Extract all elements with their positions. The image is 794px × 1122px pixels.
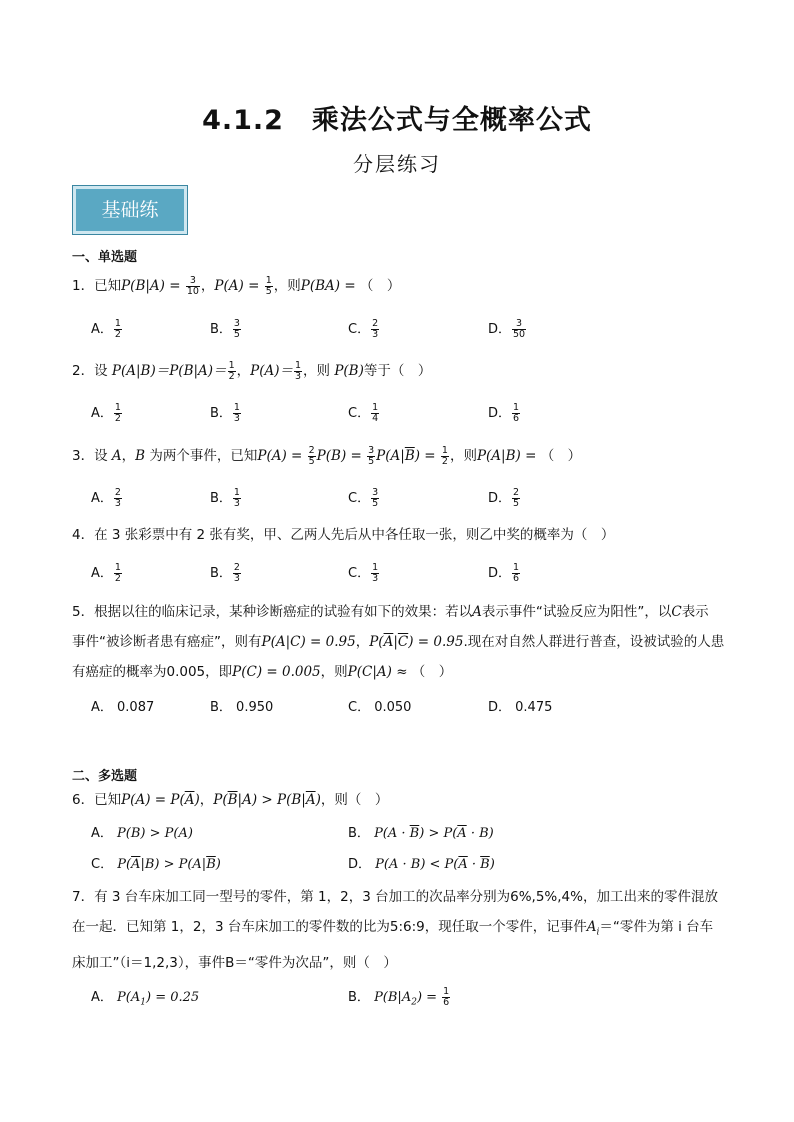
question-4: 4．在 3 张彩票中有 2 张有奖，甲、乙两人先后从中各任取一张，则乙中奖的概率为（ ） xyxy=(72,527,615,543)
option-c: C． $P(\overline{A}|B) > P(A|\overline{B})$ xyxy=(91,857,221,872)
option-a: A． $\frac{2}{3}$ xyxy=(91,487,121,509)
option-d: D． $\frac{1}{6}$ xyxy=(488,402,520,424)
question-number: 2． xyxy=(72,363,95,379)
option-c: C． $\frac{2}{3}$ xyxy=(348,318,379,340)
section-single-choice: 一、单选题 xyxy=(72,250,138,265)
fraction: $\frac{3}{5}$ xyxy=(368,444,375,467)
question-7: 7．有 3 台车床加工同一型号的零件，第 1，2，3 台加工的次品率分别为6%,5%,4%，加工出来的零件混放 在一起．已知第 1，2，3 台车床加工的零件数的比为5:6:9，现任取一个零件，记事件$A_i=“$零件为第 i 台车 床加工”（i＝1,2,3），事件B＝“零件为次品”，则（ ） xyxy=(72,889,718,971)
question-7-options xyxy=(91,986,731,1008)
fraction: $\frac{1}{3}$ xyxy=(294,359,302,382)
option-d: D． $\frac{2}{5}$ xyxy=(488,487,520,509)
question-6: 6．已知$P(A) = P(\overline{A})$，$P(\overline{B}|A) > P(B|\overline{A})$，则（ ） xyxy=(72,792,389,808)
question-number: 4． xyxy=(72,527,95,543)
option-c: C． $\frac{3}{5}$ xyxy=(348,487,379,509)
question-1-options xyxy=(91,318,731,340)
option-a: A． P(B) > P(A) xyxy=(91,826,193,841)
question-number: 3． xyxy=(72,448,95,464)
option-b: B． $\frac{2}{3}$ xyxy=(210,562,240,584)
question-5-options xyxy=(91,696,731,718)
section-multiple-choice: 二、多选题 xyxy=(72,769,138,784)
question-number: 5． xyxy=(72,604,95,620)
option-a: A． $\frac{1}{2}$ xyxy=(91,562,121,584)
level-badge: 基础练 xyxy=(72,185,188,235)
option-b: B． $P(B|A_2)$ = $\frac{1}{6}$ xyxy=(348,986,450,1008)
fraction: $\frac{1}{5}$ xyxy=(265,274,272,297)
question-3-options xyxy=(91,487,731,509)
option-d: D． $\frac{1}{6}$ xyxy=(488,562,520,584)
option-c: C． 0.050 xyxy=(348,700,412,715)
option-d: D． $P(A \cdot B) < P(\overline{A} \cdot \overline{B})$ xyxy=(348,857,495,872)
option-a: A． $P(A_1) = 0.25$ xyxy=(91,990,200,1008)
option-a: A． $\frac{1}{2}$ xyxy=(91,402,121,424)
option-b: B． $\frac{3}{5}$ xyxy=(210,318,240,340)
option-a: A． 0.087 xyxy=(91,700,155,715)
option-c: C． $\frac{1}{3}$ xyxy=(348,562,379,584)
question-1: 1．已知P(B|A) = $\frac{3}{10}$ ，P(A) = $\frac{1}{5}$ ，则P(BA) = （ ） xyxy=(72,274,401,297)
fraction: $\frac{2}{5}$ xyxy=(308,444,315,467)
option-b: B． $\frac{1}{3}$ xyxy=(210,402,240,424)
option-b: B． $P(A \cdot \overline{B}) > P(\overline{A} \cdot B)$ xyxy=(348,826,494,841)
option-c: C． $\frac{1}{4}$ xyxy=(348,402,379,424)
fraction: $\frac{1}{2}$ xyxy=(228,359,235,382)
question-number: 1． xyxy=(72,278,95,294)
option-d: D． $\frac{3}{50}$ xyxy=(488,318,526,340)
question-6-options-row-1 xyxy=(91,822,731,844)
fraction: $\frac{3}{10}$ xyxy=(186,274,199,297)
page-subtitle: 分层练习 xyxy=(353,152,441,176)
question-5: 5．根据以往的临床记录，某种诊断癌症的试验有如下的效果：若以A表示事件“试验反应为阳性”，以C表示 事件“被诊断者患有癌症”，则有P(A|C) = 0.95，$P(\overline{A}|\overline{C}) = 0.95$.现在对自然人群进行普查，设被试验的人患 有癌症的概率为0.005，即P(C) = 0.005，则P(C|A) ≈ （ ） xyxy=(72,604,725,680)
option-d: D． 0.475 xyxy=(488,700,553,715)
question-2-options xyxy=(91,402,731,424)
fraction: $\frac{1}{2}$ xyxy=(441,444,448,467)
question-2: 2．设 P(A|B)＝P(B|A)＝ $\frac{1}{2}$ ，P(A)＝ $\frac{1}{3}$ ，则 P(B)等于（ ） xyxy=(72,359,432,382)
question-4-options xyxy=(91,562,731,584)
question-6-options-row-2 xyxy=(91,853,731,875)
question-number: 6． xyxy=(72,792,95,808)
option-a: A． $\frac{1}{2}$ xyxy=(91,318,121,340)
option-b: B． $\frac{1}{3}$ xyxy=(210,487,240,509)
question-number: 7． xyxy=(72,889,95,905)
page-title: 4.1.2 乘法公式与全概率公式 xyxy=(202,105,592,136)
question-3: 3．设 A，B 为两个事件，已知P(A) = $\frac{2}{5}$ P(B) = $\frac{3}{5}$ $P(A|\overline{B})$ = $\frac{1}{2}$ ，则P(A|B) = （ ） xyxy=(72,444,582,467)
option-b: B． 0.950 xyxy=(210,700,274,715)
